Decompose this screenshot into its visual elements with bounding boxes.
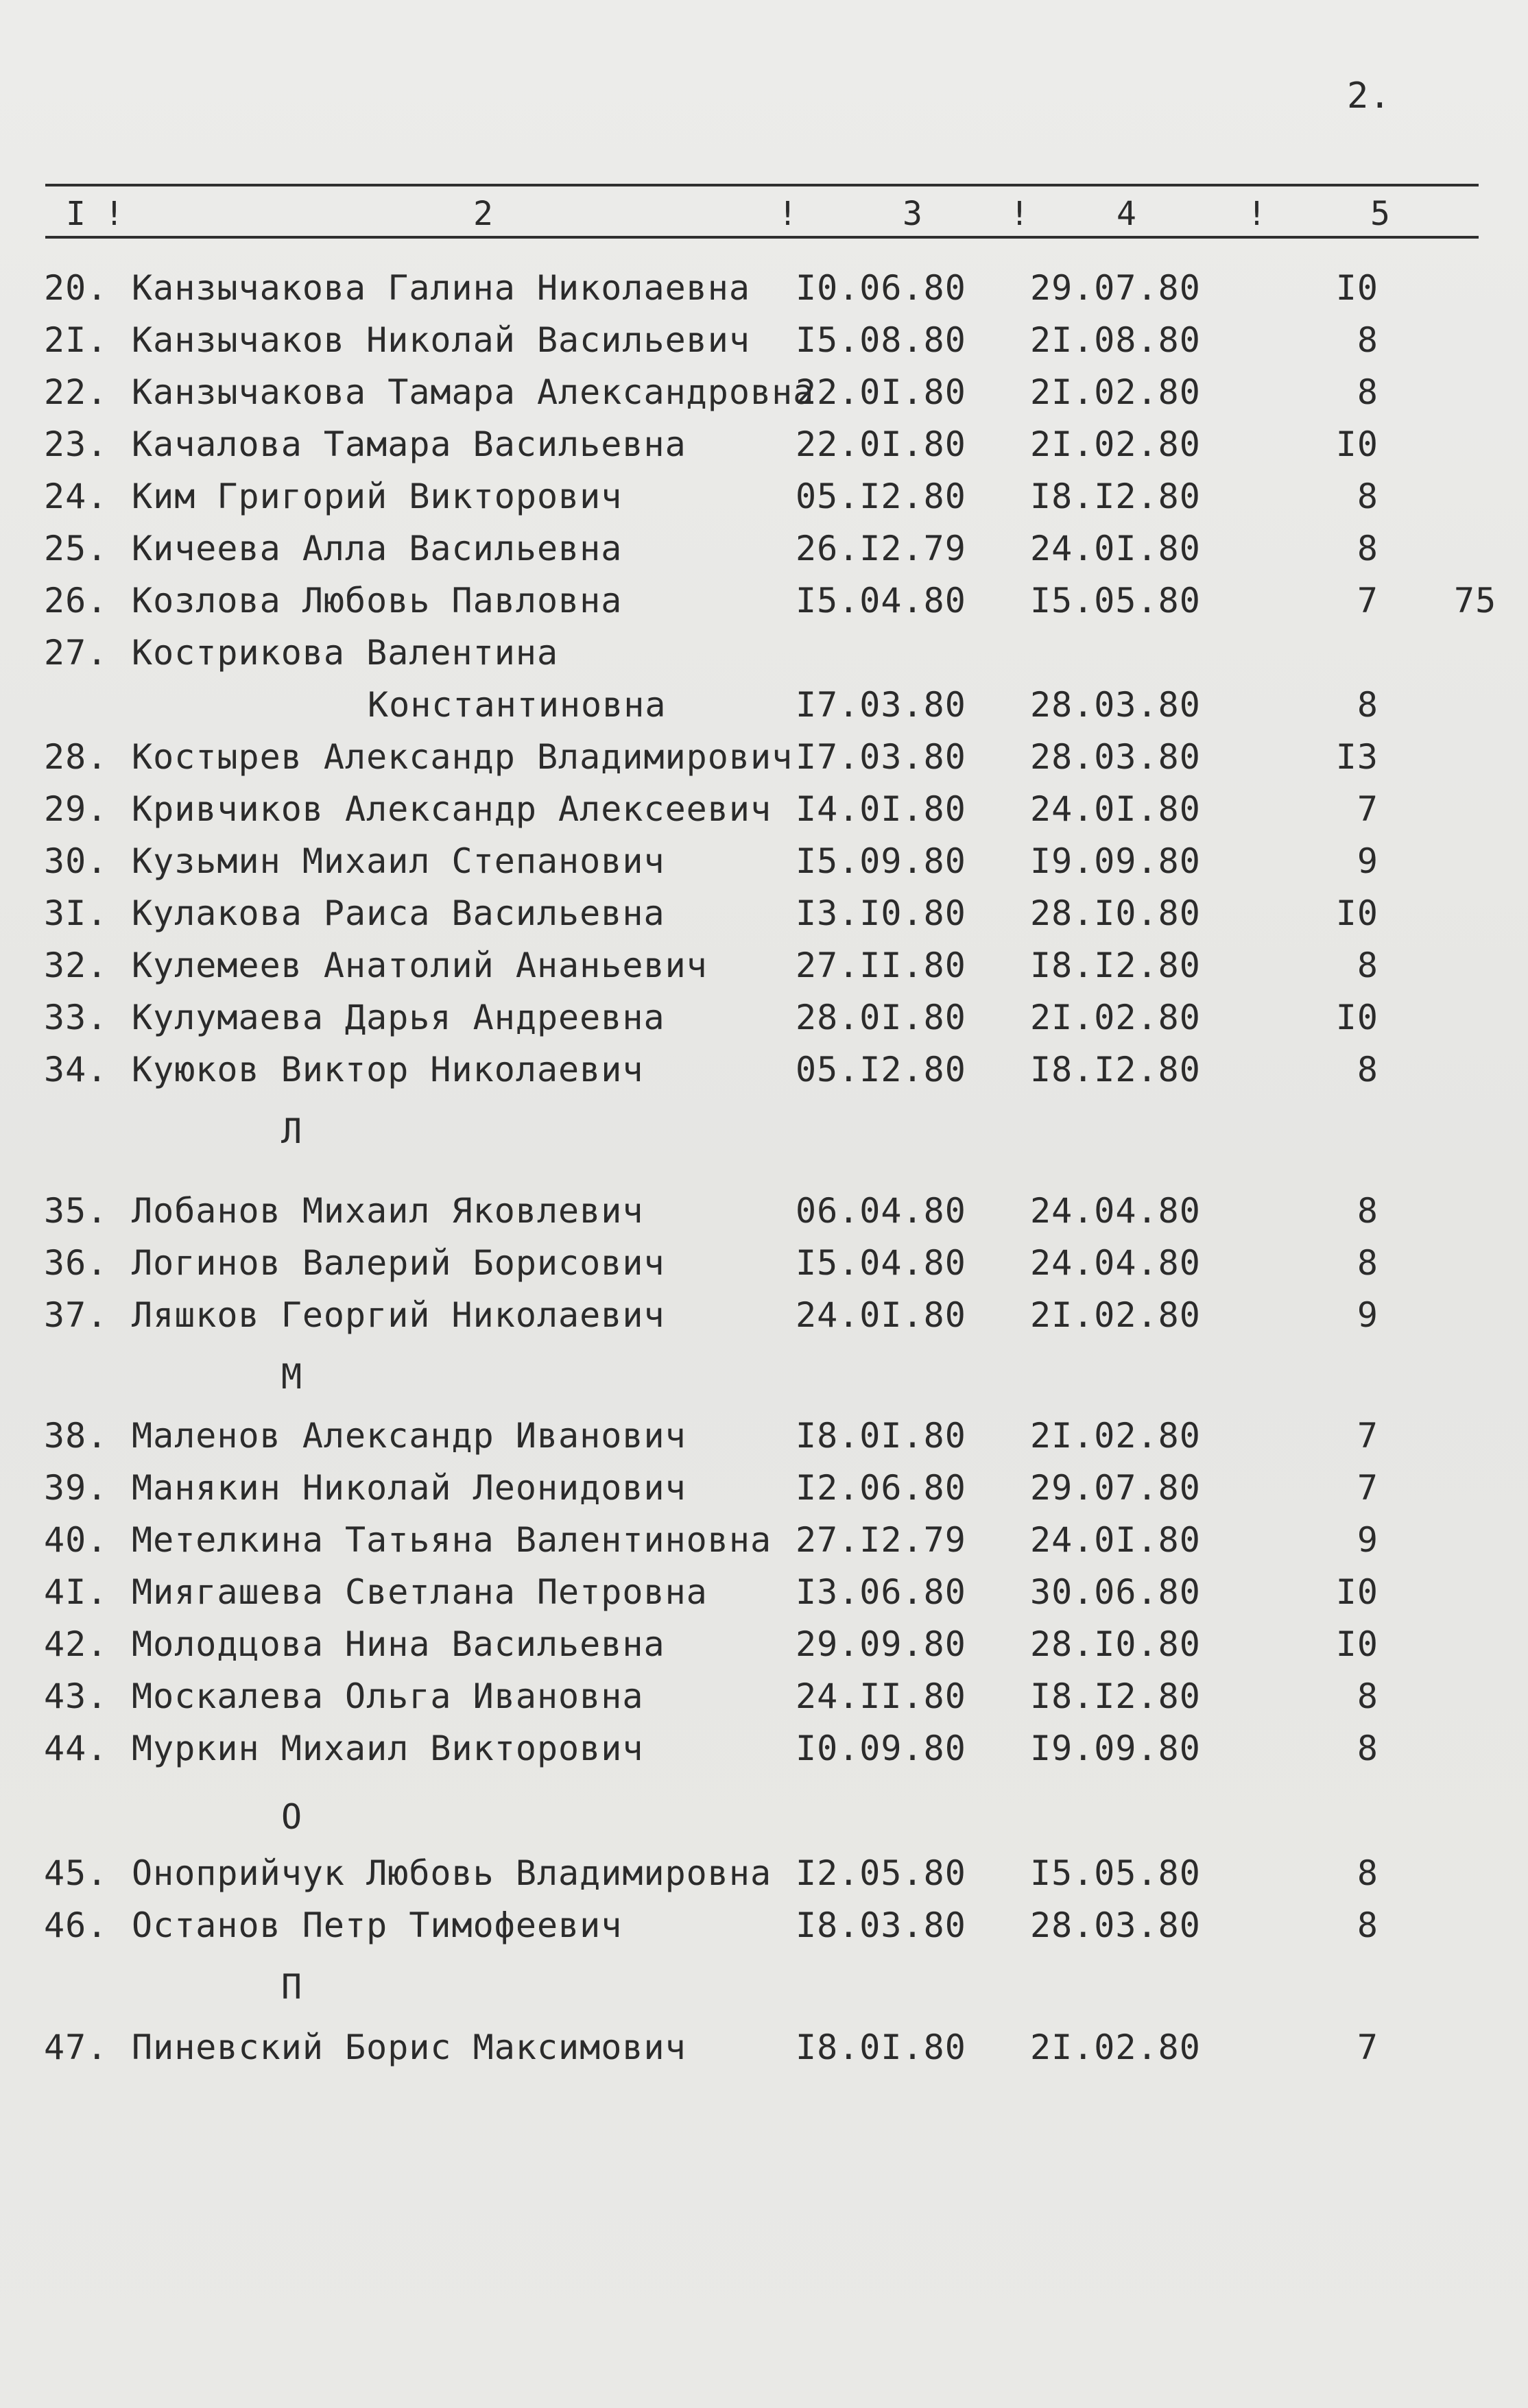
margin-note: 75 [1454, 581, 1497, 621]
start-date: 22.0I.80 [796, 424, 966, 464]
table-row [0, 1572, 1528, 1613]
table-row [0, 528, 1528, 569]
end-date: 2I.02.80 [1030, 2027, 1201, 2067]
section-letter: Л [281, 1111, 303, 1151]
person-name: Кулакова Раиса Васильевна [132, 893, 665, 933]
start-date: 22.0I.80 [796, 372, 966, 412]
start-date: I8.0I.80 [796, 2027, 966, 2067]
table-row [0, 1624, 1528, 1665]
table-row [0, 1415, 1528, 1456]
header-separator-4: ! [1247, 195, 1267, 233]
table-header-top-rule [45, 184, 1479, 186]
start-date: I7.03.80 [796, 737, 966, 777]
end-date: 29.07.80 [1030, 1468, 1201, 1508]
column-5-value: 8 [1357, 477, 1378, 516]
column-5-value: 9 [1357, 1295, 1378, 1335]
person-name: Костырев Александр Владимирович [132, 737, 793, 777]
column-5-value: 8 [1357, 946, 1378, 985]
table-row [0, 267, 1528, 309]
start-date: I5.08.80 [796, 320, 966, 360]
row-number: 22. [44, 372, 108, 412]
table-row [0, 1467, 1528, 1508]
section-letter: П [281, 1967, 303, 2007]
start-date: I8.03.80 [796, 1905, 966, 1945]
table-row [0, 1049, 1528, 1090]
start-date: I3.I0.80 [796, 893, 966, 933]
person-name: Оноприйчук Любовь Владимировна [132, 1853, 772, 1893]
table-row [0, 893, 1528, 934]
start-date: 24.0I.80 [796, 1295, 966, 1335]
column-5-value: 7 [1357, 581, 1378, 621]
table-row [0, 684, 1528, 725]
person-name: Канзычаков Николай Васильевич [132, 320, 750, 360]
row-number: 25. [44, 529, 108, 568]
person-name: Кузьмин Михаил Степанович [132, 841, 665, 881]
person-name: Миягашева Светлана Петровна [132, 1572, 708, 1612]
end-date: 28.03.80 [1030, 1905, 1201, 1945]
row-number: 33. [44, 998, 108, 1037]
column-5-value: 8 [1357, 372, 1378, 412]
start-date: I2.05.80 [796, 1853, 966, 1893]
row-number: 29. [44, 789, 108, 829]
column-5-value: 7 [1357, 1416, 1378, 1456]
end-date: 24.0I.80 [1030, 529, 1201, 568]
row-number: 26. [44, 581, 108, 621]
table-row [0, 580, 1528, 621]
section-letter-row [0, 1356, 1528, 1397]
start-date: 26.I2.79 [796, 529, 966, 568]
section-letter-row [0, 1796, 1528, 1838]
table-row [0, 476, 1528, 517]
end-date: 2I.08.80 [1030, 320, 1201, 360]
row-number: 35. [44, 1191, 108, 1231]
end-date: 24.0I.80 [1030, 1520, 1201, 1560]
end-date: 24.04.80 [1030, 1243, 1201, 1283]
start-date: 29.09.80 [796, 1624, 966, 1664]
table-row [0, 424, 1528, 465]
section-letter-row [0, 1966, 1528, 2008]
person-name: Манякин Николай Леонидович [132, 1468, 687, 1508]
person-name: Лобанов Михаил Яковлевич [132, 1191, 644, 1231]
header-col-2: 2 [473, 195, 494, 233]
page-number: 2. [1347, 75, 1392, 117]
end-date: 24.0I.80 [1030, 789, 1201, 829]
end-date: 29.07.80 [1030, 268, 1201, 308]
column-5-value: I0 [1335, 998, 1378, 1037]
column-5-value: 9 [1357, 1520, 1378, 1560]
start-date: 28.0I.80 [796, 998, 966, 1037]
header-col-4: 4 [1117, 195, 1137, 233]
column-5-value: 8 [1357, 320, 1378, 360]
row-number: 28. [44, 737, 108, 777]
person-name: Останов Петр Тимофеевич [132, 1905, 623, 1945]
section-letter: О [281, 1797, 303, 1837]
end-date: 2I.02.80 [1030, 424, 1201, 464]
person-name: Канзычакова Галина Николаевна [132, 268, 750, 308]
person-name: Константиновна [368, 685, 667, 725]
table-header-bottom-rule [45, 236, 1479, 239]
start-date: 27.II.80 [796, 946, 966, 985]
column-5-value: 8 [1357, 529, 1378, 568]
end-date: I8.I2.80 [1030, 1676, 1201, 1716]
header-separator-3: ! [1010, 195, 1030, 233]
row-number: 45. [44, 1853, 108, 1893]
row-number: 3I. [44, 893, 108, 933]
end-date: I9.09.80 [1030, 1729, 1201, 1768]
row-number: 44. [44, 1729, 108, 1768]
table-row [0, 1728, 1528, 1769]
person-name: Куюков Виктор Николаевич [132, 1050, 644, 1089]
start-date: I4.0I.80 [796, 789, 966, 829]
end-date: 2I.02.80 [1030, 1295, 1201, 1335]
row-number: 20. [44, 268, 108, 308]
section-letter-row [0, 1111, 1528, 1152]
table-row [0, 1242, 1528, 1284]
header-col-1: I [66, 195, 86, 233]
start-date: I7.03.80 [796, 685, 966, 725]
row-number: 23. [44, 424, 108, 464]
row-number: 46. [44, 1905, 108, 1945]
table-row [0, 1676, 1528, 1717]
column-5-value: 8 [1357, 1729, 1378, 1768]
column-5-value: 8 [1357, 685, 1378, 725]
start-date: 05.I2.80 [796, 1050, 966, 1089]
table-row [0, 1519, 1528, 1561]
table-row [0, 2027, 1528, 2068]
column-5-value: 8 [1357, 1676, 1378, 1716]
start-date: 05.I2.80 [796, 477, 966, 516]
end-date: 2I.02.80 [1030, 1416, 1201, 1456]
row-number: 27. [44, 633, 108, 673]
person-name: Пиневский Борис Максимович [132, 2027, 687, 2067]
row-number: 37. [44, 1295, 108, 1335]
header-separator-1: ! [104, 195, 125, 233]
header-col-5: 5 [1370, 195, 1391, 233]
end-date: 28.I0.80 [1030, 1624, 1201, 1664]
start-date: I0.06.80 [796, 268, 966, 308]
person-name: Качалова Тамара Васильевна [132, 424, 687, 464]
column-5-value: I0 [1335, 424, 1378, 464]
column-5-value: I0 [1335, 268, 1378, 308]
table-row [0, 788, 1528, 830]
start-date: I5.04.80 [796, 1243, 966, 1283]
column-5-value: 8 [1357, 1050, 1378, 1089]
table-row [0, 736, 1528, 778]
column-5-value: 8 [1357, 1905, 1378, 1945]
row-number: 38. [44, 1416, 108, 1456]
row-number: 47. [44, 2027, 108, 2067]
column-5-value: 8 [1357, 1853, 1378, 1893]
table-row [0, 1853, 1528, 1894]
table-row [0, 997, 1528, 1038]
table-row [0, 320, 1528, 361]
row-number: 24. [44, 477, 108, 516]
end-date: 2I.02.80 [1030, 998, 1201, 1037]
row-number: 40. [44, 1520, 108, 1560]
end-date: I8.I2.80 [1030, 1050, 1201, 1089]
column-5-value: 7 [1357, 1468, 1378, 1508]
column-5-value: I0 [1335, 893, 1378, 933]
person-name: Ляшков Георгий Николаевич [132, 1295, 665, 1335]
person-name: Метелкина Татьяна Валентиновна [132, 1520, 772, 1560]
table-row [0, 372, 1528, 413]
person-name: Козлова Любовь Павловна [132, 581, 623, 621]
column-5-value: 7 [1357, 2027, 1378, 2067]
end-date: I5.05.80 [1030, 1853, 1201, 1893]
header-col-3: 3 [903, 195, 923, 233]
column-5-value: I0 [1335, 1624, 1378, 1664]
start-date: I5.09.80 [796, 841, 966, 881]
table-row [0, 1295, 1528, 1336]
person-name: Кривчиков Александр Алексеевич [132, 789, 772, 829]
end-date: 2I.02.80 [1030, 372, 1201, 412]
start-date: 06.04.80 [796, 1191, 966, 1231]
row-number: 39. [44, 1468, 108, 1508]
table-row [0, 1905, 1528, 1946]
end-date: I9.09.80 [1030, 841, 1201, 881]
person-name: Москалева Ольга Ивановна [132, 1676, 644, 1716]
table-row [0, 945, 1528, 986]
table-row [0, 632, 1528, 673]
person-name: Кулумаева Дарья Андреевна [132, 998, 665, 1037]
row-number: 43. [44, 1676, 108, 1716]
start-date: I3.06.80 [796, 1572, 966, 1612]
column-5-value: 8 [1357, 1243, 1378, 1283]
person-name: Канзычакова Тамара Александровна [132, 372, 815, 412]
start-date: I8.0I.80 [796, 1416, 966, 1456]
column-5-value: 7 [1357, 789, 1378, 829]
row-number: 30. [44, 841, 108, 881]
person-name: Кострикова Валентина [132, 633, 559, 673]
end-date: I8.I2.80 [1030, 477, 1201, 516]
header-separator-2: ! [778, 195, 798, 233]
start-date: 24.II.80 [796, 1676, 966, 1716]
column-5-value: I3 [1335, 737, 1378, 777]
table-row [0, 841, 1528, 882]
table-row [0, 1190, 1528, 1231]
column-5-value: 9 [1357, 841, 1378, 881]
row-number: 32. [44, 946, 108, 985]
row-number: 36. [44, 1243, 108, 1283]
row-number: 4I. [44, 1572, 108, 1612]
column-5-value: I0 [1335, 1572, 1378, 1612]
person-name: Маленов Александр Иванович [132, 1416, 687, 1456]
end-date: 30.06.80 [1030, 1572, 1201, 1612]
end-date: I5.05.80 [1030, 581, 1201, 621]
start-date: I2.06.80 [796, 1468, 966, 1508]
end-date: 28.I0.80 [1030, 893, 1201, 933]
person-name: Ким Григорий Викторович [132, 477, 623, 516]
row-number: 34. [44, 1050, 108, 1089]
start-date: 27.I2.79 [796, 1520, 966, 1560]
person-name: Молодцова Нина Васильевна [132, 1624, 665, 1664]
end-date: I8.I2.80 [1030, 946, 1201, 985]
start-date: I0.09.80 [796, 1729, 966, 1768]
person-name: Кичеева Алла Васильевна [132, 529, 623, 568]
end-date: 24.04.80 [1030, 1191, 1201, 1231]
section-letter: М [281, 1357, 303, 1397]
start-date: I5.04.80 [796, 581, 966, 621]
end-date: 28.03.80 [1030, 685, 1201, 725]
column-5-value: 8 [1357, 1191, 1378, 1231]
person-name: Муркин Михаил Викторович [132, 1729, 644, 1768]
row-number: 42. [44, 1624, 108, 1664]
person-name: Логинов Валерий Борисович [132, 1243, 665, 1283]
end-date: 28.03.80 [1030, 737, 1201, 777]
row-number: 2I. [44, 320, 108, 360]
person-name: Кулемеев Анатолий Ананьевич [132, 946, 708, 985]
